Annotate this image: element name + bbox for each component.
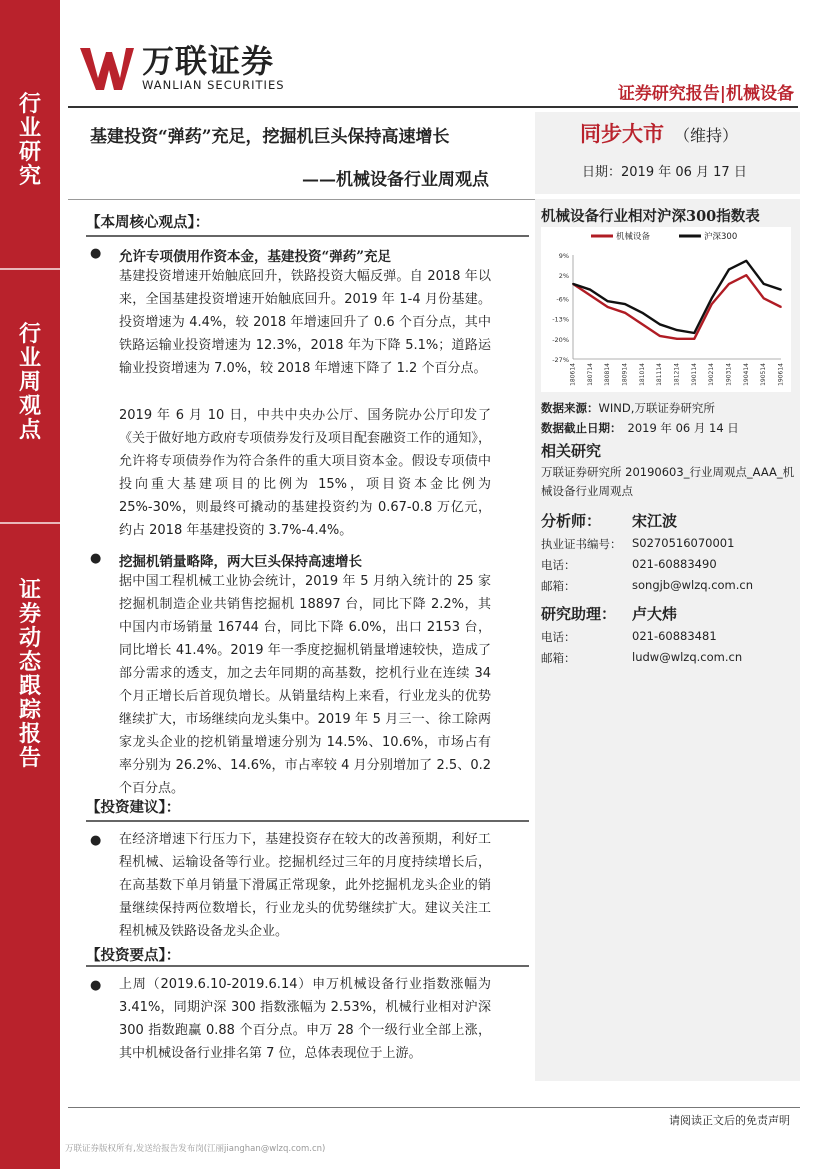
data-point [763, 283, 765, 285]
report-subtitle: ——机械设备行业周观点 [302, 170, 489, 190]
data-point [780, 289, 782, 291]
sidebar-char: 跟 [18, 673, 41, 699]
sidebar-divider [0, 522, 60, 524]
bullet-icon: ● [90, 551, 102, 566]
sidebar-char: 态 [18, 649, 41, 675]
x-tick-label: 190414 [742, 363, 750, 386]
bullet-icon: ● [90, 978, 102, 993]
sidebar-char: 动 [18, 625, 41, 651]
analyst-phone-label: 电话： [541, 558, 576, 572]
sidebar-char: 究 [18, 163, 41, 189]
x-tick-label: 190314 [725, 363, 733, 386]
report-title: 基建投资“弹药”充足，挖掘机巨头保持高速增长 [90, 127, 450, 147]
analyst-phone-value: 021-60883490 [632, 557, 717, 571]
sidebar-char: 券 [18, 601, 41, 627]
header-rule [68, 106, 798, 108]
point-2-title: 挖掘机销量略降，两大巨头保持高速增长 [119, 554, 362, 570]
data-point [659, 335, 661, 337]
sidebar-char: 报 [18, 721, 41, 747]
data-point [745, 260, 747, 262]
assistant-phone-value: 021-60883481 [632, 629, 717, 643]
related-research-item[interactable]: 万联证券研究所 20190603_行业周观点_AAA_机械设备行业周观点 [541, 465, 795, 498]
y-tick-label: 2% [558, 272, 569, 281]
bullet-icon: ● [90, 246, 102, 261]
investment-points-paragraph: 上周（2019.6.10-2019.6.14）申万机械设备行业指数涨幅为 3.41%，同期沪深 300 指数涨幅为 2.53%，机械行业相对沪深 300 指数跑赢 0.88 个百分点。申万 28 个一级行业全部上涨，其中机械设备行业排名第 7 位，总体表现位于上游。 [119, 977, 491, 1061]
investment-points-heading: 【投资要点】： [86, 947, 181, 964]
data-point [728, 283, 730, 285]
data-point [676, 329, 678, 331]
data-point [589, 289, 591, 291]
section-divider [86, 820, 529, 822]
point-1-paragraph-2: 2019 年 6 月 10 日，中共中央办公厅、国务院办公厅印发了《关于做好地方政府专项债券发行及项目配套融资工作的通知》，允许将专项债券作为符合条件的重大项目资本金。假设专项债中投向重大基建项目的比例为 15%，项目资本金比例为 25%-30%，则最终可撬动的基建投资约为 0.67-0.8 万亿元，约占 2018 年基建投资的 3.7%-4.4%。 [119, 408, 491, 538]
assistant-phone-label: 电话： [541, 630, 576, 644]
data-point [693, 338, 695, 340]
assistant-email-value[interactable]: ludw@wlzq.com.cn [632, 650, 743, 664]
data-point [693, 332, 695, 334]
y-tick-label: -27% [552, 356, 569, 364]
data-point [711, 297, 713, 299]
x-tick-label: 190114 [690, 363, 698, 386]
data-point [589, 295, 591, 297]
copyright-notice: 万联证券版权所有,发送给报告发布岗(江丽jianghan@wlzq.com.cn) [65, 1144, 326, 1154]
y-tick-label: -20% [552, 335, 569, 344]
chart-title: 机械设备行业相对沪深300指数表 [541, 208, 760, 225]
y-tick-label: 9% [558, 252, 569, 260]
data-point [572, 283, 574, 285]
rating-status: （维持） [674, 126, 739, 145]
document-type: 证券研究报告|机械设备 [617, 84, 794, 104]
analyst-email-value[interactable]: songjb@wlzq.com.cn [632, 578, 754, 592]
data-point [607, 306, 609, 308]
x-tick-label: 190614 [777, 363, 785, 386]
sidebar-char: 行 [18, 91, 41, 117]
data-source-value: WIND,万联证券研究所 [598, 401, 715, 415]
analyst-email-label: 邮箱： [541, 579, 576, 593]
report-date: 日期：2019 年 06 月 17 日 [582, 165, 747, 180]
point-2-paragraph-1: 据中国工程机械工业协会统计，2019 年 5 月纳入统计的 25 家挖掘机制造企业共销售挖掘机 18897 台，同比下降 2.2%，其中国内市场销量 16744 台，同比下降 6.0%，出口 2153 台，同比增长 41.4%。2019 年一季度挖掘机销量增速较快，造成了部分需求的透支，加之去年同期的高基数，挖机行业在连续 34 个月正增长后首现负增长。从销量结构上来看，行业龙头的优势继续扩大，市场继续向龙头集中。2019 年 5 月三一、徐工除两家龙头企业的挖机销量增速分别为 14.5%、10.6%，市场占有率分别为 26.2%、14.6%，市占率较 4 月分别增加了 2.5、0.2 个百分点。 [119, 574, 491, 796]
analyst-cert-value: S0270516070001 [632, 536, 735, 550]
x-tick-label: 180614 [569, 363, 577, 386]
x-tick-label: 181214 [673, 363, 681, 386]
analyst-name: 宋江波 [632, 512, 678, 530]
data-point [676, 338, 678, 340]
data-cutoff [541, 420, 739, 436]
assistant-heading: 研究助理： [541, 605, 617, 623]
section-divider [86, 965, 529, 967]
sidebar-char: 证 [18, 577, 41, 603]
data-point [763, 297, 765, 299]
point-1-title: 允许专项债用作资本金，基建投资“弹药”充足 [119, 249, 392, 265]
data-point [780, 306, 782, 308]
logo-english-name: WANLIAN SECURITIES [142, 78, 285, 92]
sidebar-char: 业 [18, 345, 41, 371]
x-tick-label: 190514 [760, 363, 768, 386]
x-tick-label: 180814 [604, 363, 612, 386]
data-point [745, 274, 747, 276]
data-point [711, 303, 713, 305]
wanlian-logo-icon [78, 44, 136, 92]
sidebar-char: 周 [18, 369, 41, 395]
core-views-heading: 【本周核心观点】： [86, 214, 210, 231]
section-divider [86, 235, 529, 237]
related-research-heading: 相关研究 [541, 442, 602, 460]
x-tick-label: 190214 [708, 363, 716, 386]
analyst-cert-label: 执业证书编号： [541, 537, 622, 551]
rating-value: 同步大市 [580, 121, 664, 146]
sidebar-section-tracking-report [0, 578, 60, 770]
analyst-heading: 分析师： [541, 512, 602, 530]
data-cutoff-value: 2019 年 06 月 14 日 [627, 421, 739, 435]
bullet-icon: ● [90, 833, 102, 848]
investment-advice-heading: 【投资建议】： [86, 799, 181, 816]
point-1-paragraph-1: 基建投资增速开始触底回升，铁路投资大幅反弹。自 2018 年以来，全国基建投资增速开始触底回升。2019 年 1-4 月份基建。投资增速为 4.4%，较 2018 年增速回升了 0.6 个百分点，其中铁路运输业投资增速为 12.3%，2018 年为下降 5.1%；道路运输业投资增速为 7.0%，较 2018 年增速下降了 1.2 个百分点。 [119, 269, 491, 376]
data-point [728, 269, 730, 271]
sidebar-char: 踪 [18, 697, 41, 723]
company-logo [78, 44, 285, 92]
data-point [659, 323, 661, 325]
data-source [541, 400, 715, 416]
data-point [641, 312, 643, 314]
sidebar-char: 点 [18, 417, 41, 443]
sidebar-section-industry-research [0, 92, 60, 188]
data-point [624, 303, 626, 305]
footer-rule [68, 1107, 800, 1108]
x-tick-label: 180914 [621, 363, 629, 386]
sidebar-section-weekly-view [0, 322, 60, 442]
sidebar-char: 研 [18, 139, 41, 165]
relative-index-chart [541, 227, 791, 392]
sidebar-char: 告 [18, 745, 41, 771]
chart-background [541, 227, 791, 392]
data-point [624, 312, 626, 314]
data-point [607, 300, 609, 302]
sidebar-char: 行 [18, 321, 41, 347]
sidebar-char: 业 [18, 115, 41, 141]
legend-label: 机械设备 [616, 232, 651, 242]
logo-chinese-name: 万联证券 [142, 42, 275, 80]
sidebar-char: 观 [18, 393, 41, 419]
assistant-name: 卢大炜 [632, 605, 678, 623]
x-tick-label: 180714 [586, 363, 594, 386]
x-tick-label: 181014 [638, 363, 646, 386]
rating [580, 118, 738, 148]
data-source-label: 数据来源： [541, 401, 599, 415]
x-tick-label: 181114 [656, 363, 664, 386]
legend-label: 沪深300 [704, 232, 738, 242]
sidebar-divider [0, 268, 60, 270]
data-cutoff-label: 数据截止日期： [541, 421, 622, 435]
disclaimer-notice[interactable]: 请阅读正文后的免责声明 [669, 1114, 790, 1127]
y-tick-label: -6% [556, 295, 569, 304]
y-tick-label: -13% [552, 315, 569, 324]
assistant-email-label: 邮箱： [541, 651, 576, 665]
data-point [641, 323, 643, 325]
investment-advice-paragraph: 在经济增速下行压力下，基建投资存在较大的改善预期，利好工程机械、运输设备等行业。挖掘机经过三年的月度持续增长后，在高基数下单月销量下滑属正常现象，此外挖掘机龙头企业的销量继续保持两位数增长，行业龙头的优势继续扩大。建议关注工程机械及铁路设备龙头企业。 [119, 832, 491, 939]
